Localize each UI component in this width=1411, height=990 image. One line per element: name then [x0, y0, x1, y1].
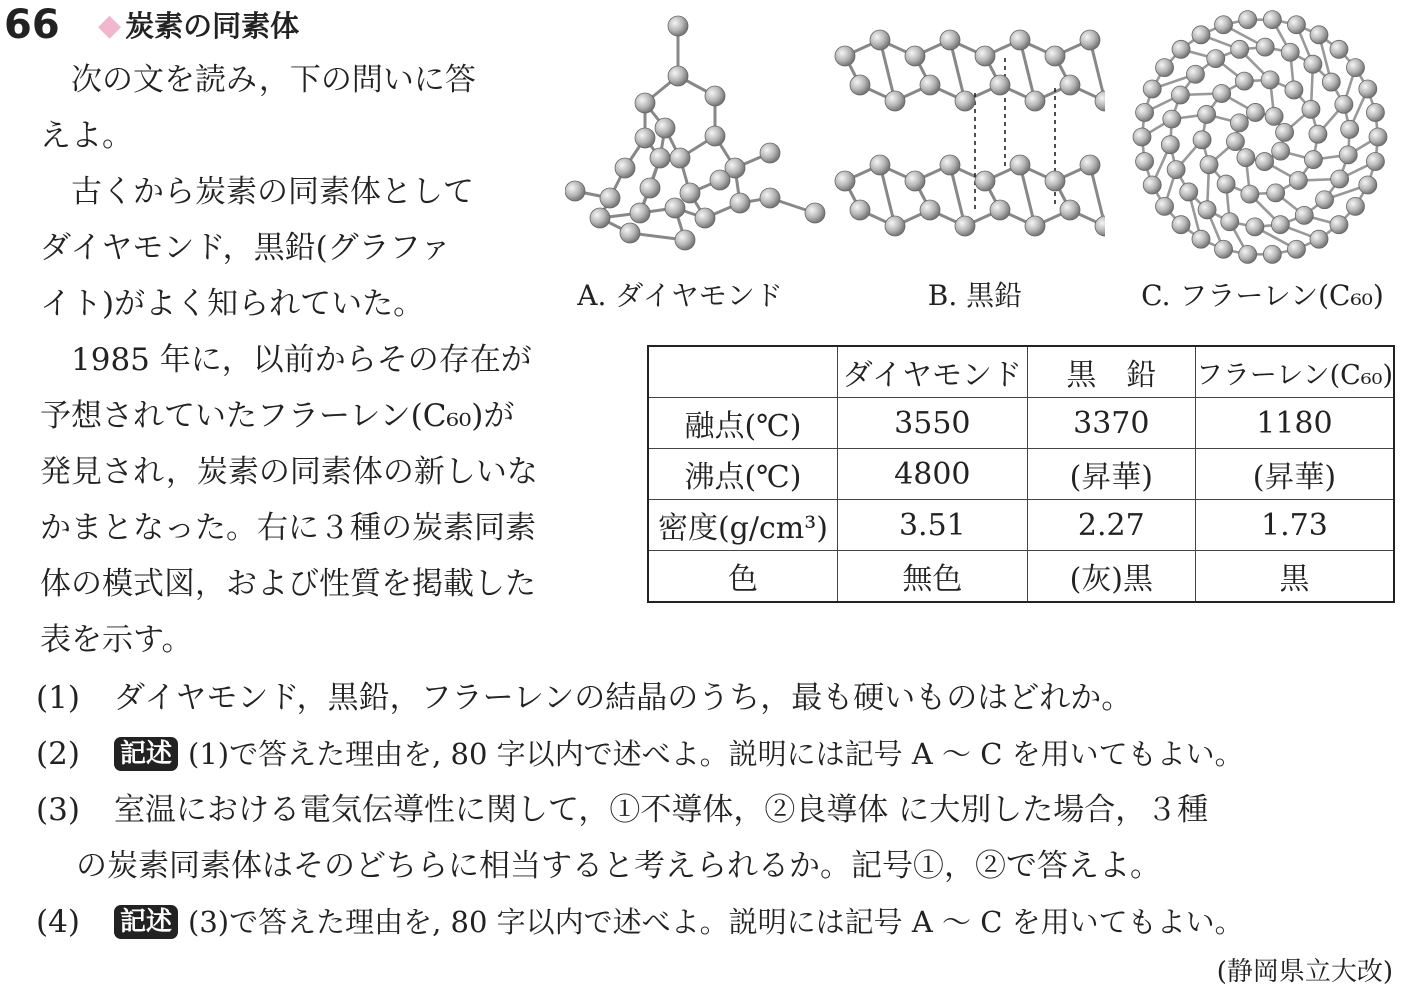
- fullerene-atom: [1221, 213, 1239, 231]
- passage-line: 予想されていたフラーレン(C₆₀)が: [40, 398, 515, 434]
- fullerene-atom: [1287, 240, 1305, 258]
- fullerene-atom: [1322, 73, 1340, 91]
- fullerene-atom: [1263, 11, 1281, 29]
- diamond-atom: [668, 66, 688, 86]
- graphite-atom: [850, 200, 870, 220]
- question-1: [36, 670, 1132, 726]
- diamond-atom: [665, 198, 685, 218]
- table-cell: (昇華): [1027, 449, 1195, 500]
- fullerene-atom: [1316, 191, 1334, 209]
- graphite-atom: [885, 91, 905, 111]
- diamond-atom: [630, 203, 650, 223]
- graphite-atom: [905, 46, 925, 66]
- fullerene-atom: [1231, 40, 1249, 58]
- graphite-atom: [1010, 30, 1030, 50]
- fullerene-atom: [1304, 55, 1322, 73]
- graphite-atom: [1095, 216, 1105, 236]
- diamond-atom: [600, 188, 620, 208]
- fullerene-atom: [1310, 26, 1328, 44]
- fullerene-atom: [1171, 86, 1189, 104]
- table-cell: (灰)黒: [1027, 551, 1195, 603]
- fullerene-atom: [1226, 133, 1244, 151]
- fullerene-atom: [1339, 146, 1357, 164]
- fullerene-atom: [1207, 50, 1225, 68]
- passage-line: イト)がよく知られていた。: [40, 286, 425, 322]
- graphite-atom: [905, 171, 925, 191]
- graphite-atom: [1060, 75, 1080, 95]
- question-text: 室温における電気伝導性に関して，①不導体，②良導体 に大別した場合，３種: [114, 792, 1209, 828]
- diamond-atom: [695, 208, 715, 228]
- row-label: 沸点(℃): [648, 449, 837, 500]
- diamond-atom: [668, 16, 688, 36]
- passage-line: かまとなった。右に３種の炭素同素: [40, 510, 536, 546]
- fullerene-atom: [1246, 218, 1264, 236]
- properties-table: [647, 345, 1395, 603]
- caption-diamond: A. ダイヤモンド: [577, 279, 783, 312]
- fullerene-atom: [1366, 103, 1384, 121]
- diamond-atom: [590, 208, 610, 228]
- table-row: [648, 449, 1394, 500]
- diamond-structure-figure: [565, 8, 835, 258]
- fullerene-atom: [1304, 151, 1322, 169]
- diamond-atom: [650, 148, 670, 168]
- table-row: [648, 398, 1394, 449]
- source-citation: (静岡県立大改): [1216, 957, 1393, 987]
- diamond-atom: [675, 230, 695, 250]
- graphite-atom: [835, 46, 855, 66]
- fullerene-atom: [1235, 72, 1253, 90]
- fullerene-atom: [1366, 153, 1384, 171]
- graphite-atom: [835, 171, 855, 191]
- table-cell: 3550: [837, 398, 1027, 449]
- problem-title-text: 炭素の同素体: [125, 9, 300, 43]
- fullerene-atom: [1186, 65, 1204, 83]
- fullerene-atom: [1156, 197, 1174, 215]
- diamond-atom: [680, 183, 700, 203]
- diamond-atom: [635, 93, 655, 113]
- row-label: 密度(g/cm³): [648, 500, 837, 551]
- question-number: (2): [36, 736, 80, 772]
- fullerene-atom: [1310, 230, 1328, 248]
- fullerene-atom: [1267, 184, 1285, 202]
- diamond-atom: [640, 178, 660, 198]
- diamond-atom: [730, 193, 750, 213]
- passage-line: 次の文を読み，下の問いに答: [40, 62, 476, 98]
- graphite-atom: [940, 155, 960, 175]
- fullerene-atom: [1302, 100, 1320, 118]
- row-label: 色: [648, 551, 837, 603]
- table-cell: 3370: [1027, 398, 1195, 449]
- passage-line: 表を示す。: [40, 622, 193, 658]
- fullerene-atom: [1272, 142, 1290, 160]
- fullerene-atom: [1192, 230, 1210, 248]
- diamond-atom: [565, 181, 585, 201]
- fullerene-atom: [1198, 201, 1216, 219]
- fullerene-atom: [1192, 26, 1210, 44]
- table-cell: (昇華): [1195, 449, 1394, 500]
- table-cell: 4800: [837, 449, 1027, 500]
- graphite-atom: [870, 30, 890, 50]
- table-cell: 3.51: [837, 500, 1027, 551]
- graphite-atom: [1095, 91, 1105, 111]
- fullerene-atom: [1163, 110, 1181, 128]
- diamond-atom: [710, 170, 730, 190]
- graphite-atom: [990, 200, 1010, 220]
- graphite-atom: [975, 46, 995, 66]
- fullerene-atom: [1143, 80, 1161, 98]
- fullerene-atom: [1239, 245, 1257, 263]
- graphite-atom: [870, 155, 890, 175]
- diamond-atom: [805, 203, 825, 223]
- table-header-row: [648, 346, 1394, 398]
- question-2: [36, 726, 1244, 782]
- caption-fullerene: C. フラーレン(C₆₀): [1141, 279, 1384, 312]
- fullerene-atom: [1359, 176, 1377, 194]
- fullerene-atom: [1193, 131, 1211, 149]
- question-number: (4): [36, 904, 80, 940]
- passage-line: 発見され，炭素の同素体の新しいな: [40, 454, 538, 490]
- fullerene-atom: [1167, 161, 1185, 179]
- diamond-atom: [760, 188, 780, 208]
- graphite-atom: [920, 75, 940, 95]
- fullerene-atom: [1230, 114, 1248, 132]
- row-label: 融点(℃): [648, 398, 837, 449]
- table-cell: 1180: [1195, 398, 1394, 449]
- passage-line: ダイヤモンド，黒鉛(グラファ: [40, 230, 452, 266]
- table-cell: 1.73: [1195, 500, 1394, 551]
- fullerene-atom: [1217, 175, 1235, 193]
- table-row: [648, 551, 1394, 603]
- graphite-atom: [1025, 91, 1045, 111]
- diamond-atom: [655, 118, 675, 138]
- graphite-atom: [1045, 171, 1065, 191]
- graphite-atom: [885, 216, 905, 236]
- fullerene-atom: [1309, 125, 1327, 143]
- fullerene-atom: [1136, 153, 1154, 171]
- passage: [40, 52, 620, 672]
- fullerene-atom: [1241, 185, 1259, 203]
- fullerene-atom: [1200, 156, 1218, 174]
- fullerene-atom: [1285, 81, 1303, 99]
- table-row: [648, 500, 1394, 551]
- fullerene-atom: [1161, 136, 1179, 154]
- passage-line: 1985 年に，以前からその存在が: [40, 342, 532, 378]
- table-header-cell: ダイヤモンド: [837, 346, 1027, 398]
- question-3-continuation: の炭素同素体はそのどちらに相当すると考えられるか。記号①，②で答えよ。: [76, 848, 1161, 884]
- fullerene-atom: [1346, 197, 1364, 215]
- fullerene-atom: [1172, 216, 1190, 234]
- fullerene-atom: [1237, 149, 1255, 167]
- table-header-cell: 黒 鉛: [1027, 346, 1195, 398]
- question-number: (1): [36, 680, 80, 716]
- question-number: (3): [36, 792, 80, 828]
- fullerene-atom: [1215, 240, 1233, 258]
- graphite-atom: [955, 91, 975, 111]
- fullerene-atom: [1281, 43, 1299, 61]
- graphite-atom: [1080, 155, 1100, 175]
- fullerene-atom: [1143, 176, 1161, 194]
- graphite-atom: [920, 200, 940, 220]
- fullerene-atom: [1256, 38, 1274, 56]
- fullerene-atom: [1136, 103, 1154, 121]
- fullerene-atom: [1180, 183, 1198, 201]
- problem-title: [98, 4, 299, 48]
- fullerene-atom: [1246, 103, 1264, 121]
- diamond-atom: [705, 126, 725, 146]
- question-4: [36, 894, 1244, 950]
- graphite-atom: [1060, 200, 1080, 220]
- fullerene-atom: [1276, 123, 1294, 141]
- graphite-atom: [1080, 30, 1100, 50]
- table-header-cell: フラーレン(C₆₀): [1195, 346, 1394, 398]
- fullerene-atom: [1331, 170, 1349, 188]
- diamond-atom: [670, 148, 690, 168]
- graphite-atom: [1010, 155, 1030, 175]
- fullerene-atom: [1215, 16, 1233, 34]
- table-header-cell: [648, 346, 837, 398]
- fullerene-atom: [1256, 153, 1274, 171]
- table-cell: 2.27: [1027, 500, 1195, 551]
- fullerene-atom: [1335, 95, 1353, 113]
- problem-number: 66: [4, 2, 60, 48]
- fullerene-atom: [1330, 216, 1348, 234]
- descriptive-badge: 記述: [114, 737, 178, 771]
- graphite-atom: [955, 216, 975, 236]
- question-3: [36, 782, 1208, 838]
- fullerene-atom: [1156, 59, 1174, 77]
- fullerene-atom: [1265, 107, 1283, 125]
- graphite-atom: [850, 75, 870, 95]
- graphite-atom: [940, 30, 960, 50]
- question-text: ダイヤモンド，黒鉛，フラーレンの結晶のうち，最も硬いものはどれか。: [114, 680, 1133, 716]
- fullerene-atom: [1330, 40, 1348, 58]
- diamond-atom: [760, 143, 780, 163]
- descriptive-badge: 記述: [114, 905, 178, 939]
- passage-line: 古くから炭素の同素体として: [40, 174, 474, 210]
- graphite-structure-figure: [825, 8, 1105, 258]
- fullerene-atom: [1263, 245, 1281, 263]
- fullerene-atom: [1289, 172, 1307, 190]
- fullerene-atom: [1359, 80, 1377, 98]
- graphite-atom: [1025, 216, 1045, 236]
- graphite-atom: [1045, 46, 1065, 66]
- question-text: (1)で答えた理由を, 80 字以内で述べよ。説明には記号 A ～ C を用いてもよい。: [188, 737, 1244, 771]
- fullerene-atom: [1133, 128, 1151, 146]
- fullerene-atom: [1287, 16, 1305, 34]
- diamond-atom: [705, 86, 725, 106]
- fullerene-atom: [1239, 11, 1257, 29]
- fullerene-atom: [1213, 84, 1231, 102]
- fullerene-structure-figure: [1125, 5, 1400, 270]
- diamond-atom: [620, 223, 640, 243]
- fullerene-atom: [1198, 105, 1216, 123]
- fullerene-atom: [1271, 216, 1289, 234]
- passage-line: 体の模式図，および性質を掲載した: [40, 566, 536, 602]
- fullerene-atom: [1369, 128, 1387, 146]
- fullerene-atom: [1172, 40, 1190, 58]
- fullerene-atom: [1261, 71, 1279, 89]
- table-cell: 無色: [837, 551, 1027, 603]
- graphite-atom: [990, 75, 1010, 95]
- question-text: (3)で答えた理由を, 80 字以内で述べよ。説明には記号 A ～ C を用いてもよい。: [188, 905, 1244, 939]
- caption-graphite: B. 黒鉛: [927, 279, 1023, 312]
- passage-line: えよ。: [40, 118, 133, 154]
- diamond-atom: [635, 128, 655, 148]
- fullerene-atom: [1341, 120, 1359, 138]
- diamond-icon: ◆: [98, 8, 122, 43]
- fullerene-atom: [1346, 59, 1364, 77]
- table-cell: 黒: [1195, 551, 1394, 603]
- graphite-atom: [975, 171, 995, 191]
- fullerene-atom: [1295, 206, 1313, 224]
- diamond-atom: [615, 158, 635, 178]
